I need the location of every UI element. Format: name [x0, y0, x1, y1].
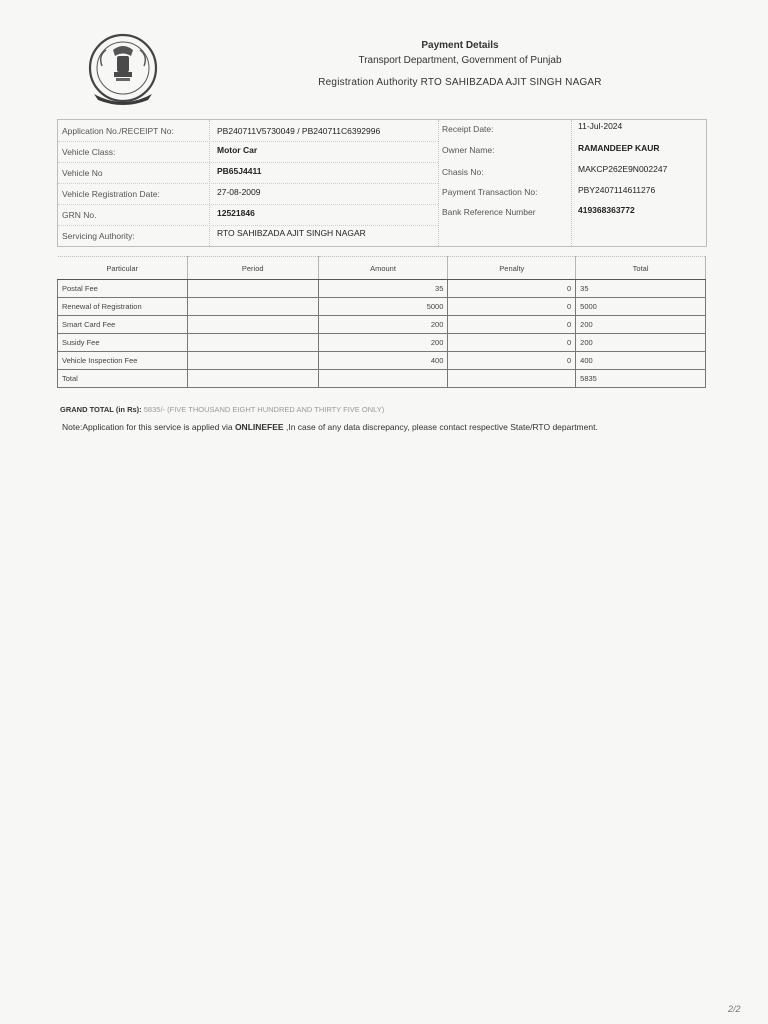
registration-authority: Registration Authority RTO SAHIBZADA AJIT SINGH NAGAR [318, 77, 602, 88]
amount-cell: 400 [318, 352, 448, 370]
note-payment-mode: ONLINEFEE [234, 422, 284, 432]
table-row [58, 280, 706, 298]
particular-cell: Smart Card Fee [58, 316, 188, 334]
period-cell [187, 298, 318, 316]
column-header: Period [187, 257, 318, 280]
owner-name-label: Owner Name: [442, 145, 495, 155]
particular-cell: Susidy Fee [58, 334, 188, 352]
receipt-date-label: Receipt Date: [442, 124, 494, 134]
grn-no-value: 12521846 [217, 208, 255, 218]
column-header: Particular [58, 257, 188, 280]
amount-cell: 200 [318, 334, 448, 352]
amount-cell: 200 [318, 316, 448, 334]
period-cell [187, 352, 318, 370]
registration-date-label: Vehicle Registration Date: [62, 189, 160, 199]
details-row [58, 204, 706, 225]
servicing-authority-label: Servicing Authority: [62, 231, 135, 241]
bank-reference-label: Bank Reference Number [442, 207, 536, 217]
vehicle-class-value: Motor Car [217, 145, 258, 155]
payment-transaction-value: PBY2407114611276 [578, 185, 656, 195]
total-cell: 200 [576, 316, 706, 334]
owner-name-value: RAMANDEEP KAUR [578, 143, 660, 153]
particular-cell: Renewal of Registration [58, 298, 188, 316]
period-cell [187, 316, 318, 334]
application-no-value: PB240711V5730049 / PB240711C6392996 [217, 126, 381, 136]
grand-total-words: (FIVE THOUSAND EIGHT HUNDRED AND THIRTY FIVE ONLY) [167, 405, 385, 414]
column-header: Penalty [448, 257, 576, 280]
total-label-cell: Total [58, 370, 188, 388]
details-row [58, 183, 706, 204]
department-name: Transport Department, Government of Punjab [358, 55, 562, 66]
document-header [290, 40, 630, 88]
penalty-cell: 0 [448, 298, 576, 316]
chasis-no-value: MAKCP262E9N002247 [578, 164, 668, 174]
total-cell: 400 [576, 352, 706, 370]
government-seal-emblem [80, 28, 166, 114]
details-row [58, 120, 706, 141]
document-title: Payment Details [421, 40, 499, 51]
particular-cell: Postal Fee [58, 280, 188, 298]
penalty-cell: 0 [448, 316, 576, 334]
grand-total-cell: 5835 [576, 370, 706, 388]
period-cell [187, 334, 318, 352]
grand-total-label: GRAND TOTAL (in Rs): [60, 405, 142, 414]
table-row [58, 298, 706, 316]
fee-table [57, 256, 706, 388]
total-cell: 5000 [576, 298, 706, 316]
total-cell: 200 [576, 334, 706, 352]
amount-cell: 35 [318, 280, 448, 298]
note-prefix: Note:Application for this service is applied via [62, 422, 233, 432]
grand-total-line [60, 405, 384, 414]
penalty-cell: 0 [448, 334, 576, 352]
fee-table-header-row [58, 257, 706, 280]
vehicle-no-label: Vehicle No [62, 168, 103, 178]
details-row [58, 141, 706, 162]
particular-cell: Vehicle Inspection Fee [58, 352, 188, 370]
table-row [58, 352, 706, 370]
registration-date-value: 27-08-2009 [217, 187, 261, 197]
period-cell [187, 280, 318, 298]
bank-reference-value: 419368363772 [578, 205, 635, 215]
application-no-label: Application No./RECEIPT No: [62, 126, 174, 136]
grn-no-label: GRN No. [62, 210, 97, 220]
table-total-row [58, 370, 706, 388]
receipt-date-value: 11-Jul-2024 [578, 121, 623, 131]
details-row [58, 162, 706, 183]
note-suffix: ,In case of any data discrepancy, please contact respective State/RTO department. [285, 422, 598, 432]
details-row [58, 225, 706, 246]
column-header: Amount [318, 257, 448, 280]
table-row [58, 316, 706, 334]
table-row [58, 334, 706, 352]
vehicle-details-table [57, 119, 707, 247]
grand-total-amount: 5835/- [143, 405, 166, 414]
total-cell: 35 [576, 280, 706, 298]
servicing-authority-value: RTO SAHIBZADA AJIT SINGH NAGAR [217, 228, 366, 238]
note-text [62, 422, 598, 432]
payment-transaction-label: Payment Transaction No: [442, 187, 538, 197]
amount-cell: 5000 [318, 298, 448, 316]
vehicle-no-value: PB65J4411 [217, 166, 262, 176]
penalty-cell: 0 [448, 280, 576, 298]
column-header: Total [576, 257, 706, 280]
chasis-no-label: Chasis No: [442, 167, 484, 177]
vehicle-class-label: Vehicle Class: [62, 147, 116, 157]
page-number: 2/2 [728, 1004, 741, 1014]
penalty-cell: 0 [448, 352, 576, 370]
